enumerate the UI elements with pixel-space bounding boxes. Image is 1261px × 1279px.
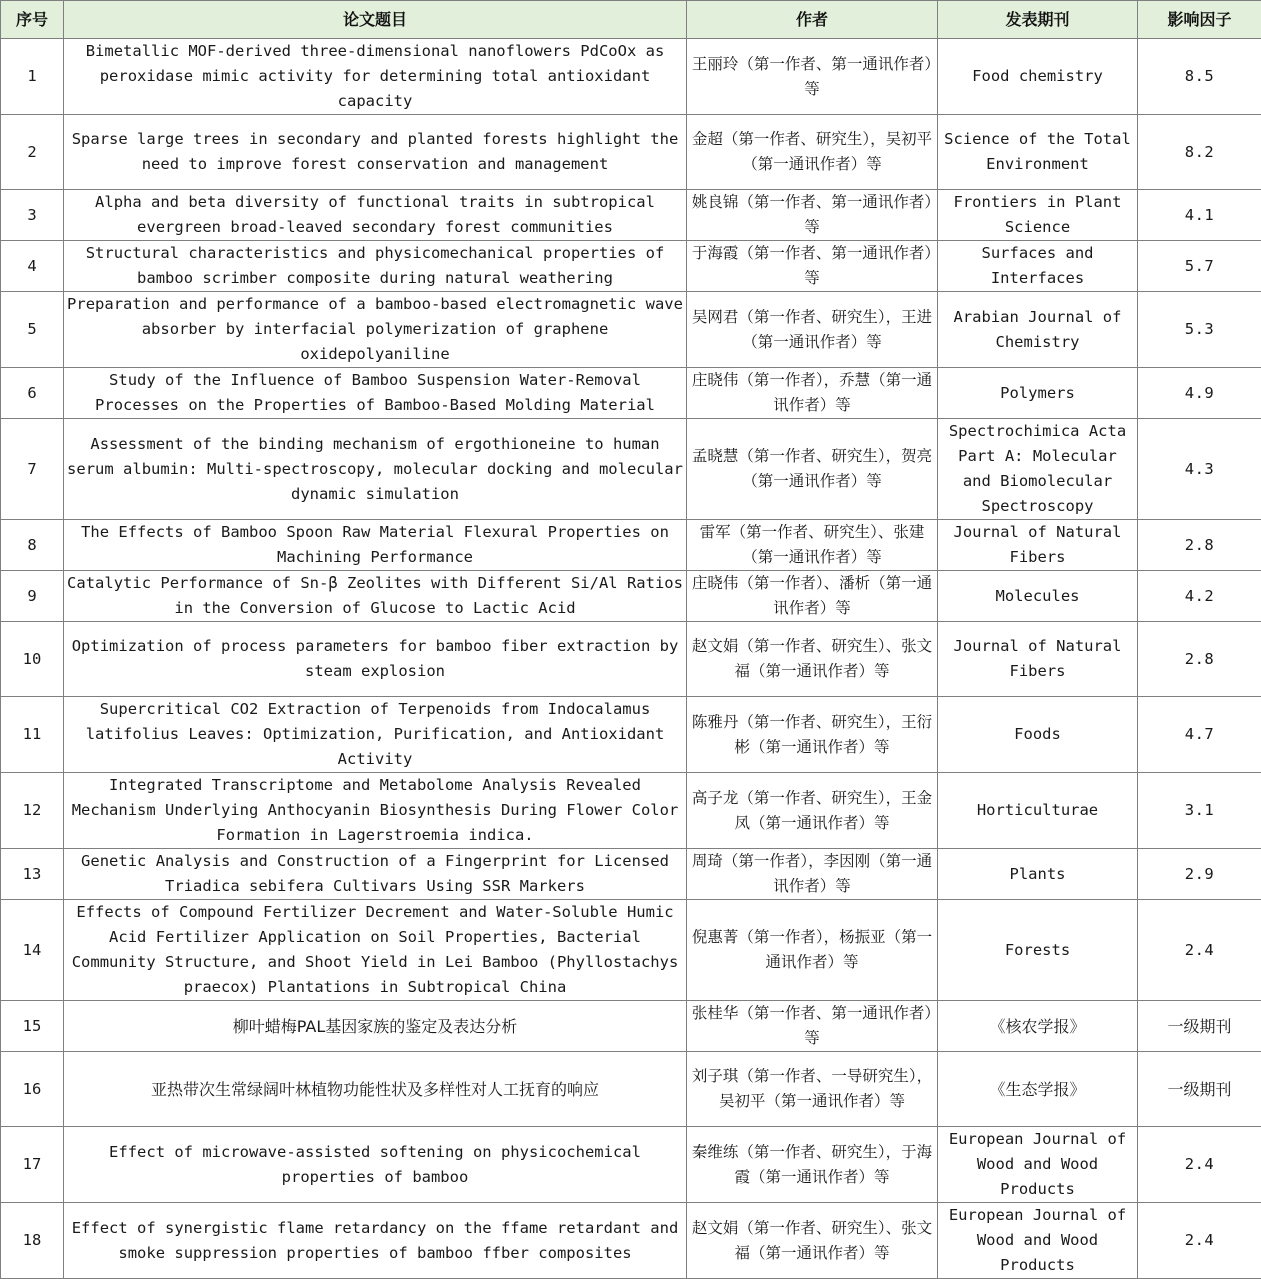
cell-index: 3 <box>1 190 64 241</box>
table-row <box>1 419 1261 520</box>
cell-impact: 2.8 <box>1138 622 1261 697</box>
header-impact: 影响因子 <box>1138 1 1261 39</box>
table-row <box>1 900 1261 1001</box>
cell-title: Integrated Transcriptome and Metabolome Analysis Revealed Mechanism Underlying Anthocyanin Biosynthesis During Flower Color Formation in Lagerstroemia indica. <box>64 773 687 849</box>
cell-index: 4 <box>1 241 64 292</box>
cell-title: 亚热带次生常绿阔叶林植物功能性状及多样性对人工抚育的响应 <box>64 1052 687 1127</box>
cell-author: 赵文娟（第一作者、研究生）、张文福（第一通讯作者）等 <box>687 622 938 697</box>
cell-title: Alpha and beta diversity of functional traits in subtropical evergreen broad-leaved secondary forest communities <box>64 190 687 241</box>
cell-journal: Frontiers in Plant Science <box>938 190 1138 241</box>
cell-journal: Horticulturae <box>938 773 1138 849</box>
cell-title: Effect of synergistic flame retardancy on the ffame retardant and smoke suppression properties of bamboo ffber composites <box>64 1203 687 1279</box>
cell-title: Effects of Compound Fertilizer Decrement and Water-Soluble Humic Acid Fertilizer Application on Soil Properties, Bacterial Community Structure, and Shoot Yield in Lei Bamboo (Phyllostachys praecox) Plantations in Subtropical China <box>64 900 687 1001</box>
table-row <box>1 520 1261 571</box>
cell-impact: 一级期刊 <box>1138 1001 1261 1052</box>
cell-author: 秦维练（第一作者、研究生），于海霞（第一通讯作者）等 <box>687 1127 938 1203</box>
cell-index: 10 <box>1 622 64 697</box>
cell-author: 赵文娟（第一作者、研究生）、张文福（第一通讯作者）等 <box>687 1203 938 1279</box>
cell-impact: 5.7 <box>1138 241 1261 292</box>
cell-impact: 2.4 <box>1138 1203 1261 1279</box>
cell-impact: 2.4 <box>1138 1127 1261 1203</box>
cell-author: 王丽玲（第一作者、第一通讯作者）等 <box>687 39 938 115</box>
table-row <box>1 39 1261 115</box>
cell-author: 庄晓伟（第一作者），乔慧（第一通讯作者）等 <box>687 368 938 419</box>
cell-author: 倪惠菁（第一作者），杨振亚（第一通讯作者）等 <box>687 900 938 1001</box>
cell-title: Assessment of the binding mechanism of ergothioneine to human serum albumin: Multi-spectroscopy, molecular docking and molecular dynamic simulation <box>64 419 687 520</box>
cell-author: 陈雅丹（第一作者、研究生），王衍彬（第一通讯作者）等 <box>687 697 938 773</box>
cell-journal: Food chemistry <box>938 39 1138 115</box>
cell-journal: Plants <box>938 849 1138 900</box>
cell-journal: Journal of Natural Fibers <box>938 622 1138 697</box>
cell-title: Catalytic Performance of Sn-β Zeolites with Different Si/Al Ratios in the Conversion of Glucose to Lactic Acid <box>64 571 687 622</box>
table-row <box>1 571 1261 622</box>
header-index: 序号 <box>1 1 64 39</box>
cell-journal: Journal of Natural Fibers <box>938 520 1138 571</box>
cell-journal: Spectrochimica Acta Part A: Molecular and Biomolecular Spectroscopy <box>938 419 1138 520</box>
cell-index: 11 <box>1 697 64 773</box>
table-row <box>1 190 1261 241</box>
cell-author: 庄晓伟（第一作者）、潘析（第一通讯作者）等 <box>687 571 938 622</box>
cell-impact: 4.2 <box>1138 571 1261 622</box>
table-row <box>1 1127 1261 1203</box>
cell-author: 高子龙（第一作者、研究生），王金凤（第一通讯作者）等 <box>687 773 938 849</box>
cell-index: 12 <box>1 773 64 849</box>
cell-journal: European Journal of Wood and Wood Products <box>938 1127 1138 1203</box>
cell-impact: 4.9 <box>1138 368 1261 419</box>
table-row <box>1 697 1261 773</box>
cell-impact: 5.3 <box>1138 292 1261 368</box>
cell-index: 2 <box>1 115 64 190</box>
cell-index: 16 <box>1 1052 64 1127</box>
header-journal: 发表期刊 <box>938 1 1138 39</box>
cell-journal: 《核农学报》 <box>938 1001 1138 1052</box>
cell-index: 7 <box>1 419 64 520</box>
cell-impact: 4.3 <box>1138 419 1261 520</box>
table-row <box>1 849 1261 900</box>
cell-journal: Molecules <box>938 571 1138 622</box>
cell-title: Sparse large trees in secondary and planted forests highlight the need to improve forest conservation and management <box>64 115 687 190</box>
cell-title: Genetic Analysis and Construction of a Fingerprint for Licensed Triadica sebifera Cultivars Using SSR Markers <box>64 849 687 900</box>
cell-impact: 8.5 <box>1138 39 1261 115</box>
cell-title: Structural characteristics and physicomechanical properties of bamboo scrimber composite during natural weathering <box>64 241 687 292</box>
cell-index: 9 <box>1 571 64 622</box>
cell-journal: Forests <box>938 900 1138 1001</box>
table-row <box>1 1001 1261 1052</box>
cell-index: 17 <box>1 1127 64 1203</box>
header-author: 作者 <box>687 1 938 39</box>
cell-impact: 8.2 <box>1138 115 1261 190</box>
cell-title: Bimetallic MOF-derived three-dimensional nanoflowers PdCoOx as peroxidase mimic activity for determining total antioxidant capacity <box>64 39 687 115</box>
cell-impact: 3.1 <box>1138 773 1261 849</box>
cell-journal: Polymers <box>938 368 1138 419</box>
cell-author: 于海霞（第一作者、第一通讯作者）等 <box>687 241 938 292</box>
header-title: 论文题目 <box>64 1 687 39</box>
table-row <box>1 773 1261 849</box>
cell-impact: 一级期刊 <box>1138 1052 1261 1127</box>
cell-title: 柳叶蜡梅PAL基因家族的鉴定及表达分析 <box>64 1001 687 1052</box>
cell-author: 姚良锦（第一作者、第一通讯作者）等 <box>687 190 938 241</box>
cell-journal: European Journal of Wood and Wood Products <box>938 1203 1138 1279</box>
cell-index: 14 <box>1 900 64 1001</box>
cell-author: 吴网君（第一作者、研究生），王进（第一通讯作者）等 <box>687 292 938 368</box>
cell-impact: 2.4 <box>1138 900 1261 1001</box>
cell-journal: 《生态学报》 <box>938 1052 1138 1127</box>
cell-author: 刘子琪（第一作者、一导研究生），吴初平（第一通讯作者）等 <box>687 1052 938 1127</box>
cell-index: 1 <box>1 39 64 115</box>
cell-title: Study of the Influence of Bamboo Suspension Water-Removal Processes on the Properties of Bamboo-Based Molding Material <box>64 368 687 419</box>
cell-index: 18 <box>1 1203 64 1279</box>
cell-impact: 4.1 <box>1138 190 1261 241</box>
table-row <box>1 1052 1261 1127</box>
table-row <box>1 115 1261 190</box>
cell-index: 15 <box>1 1001 64 1052</box>
cell-author: 周琦（第一作者），李因刚（第一通讯作者）等 <box>687 849 938 900</box>
cell-title: Preparation and performance of a bamboo-based electromagnetic wave absorber by interfacial polymerization of graphene oxidepolyaniline <box>64 292 687 368</box>
cell-journal: Arabian Journal of Chemistry <box>938 292 1138 368</box>
cell-title: Optimization of process parameters for bamboo fiber extraction by steam explosion <box>64 622 687 697</box>
cell-index: 5 <box>1 292 64 368</box>
header-row <box>1 1 1261 39</box>
table-row <box>1 292 1261 368</box>
cell-author: 雷军（第一作者、研究生）、张建（第一通讯作者）等 <box>687 520 938 571</box>
table-row <box>1 241 1261 292</box>
cell-author: 金超（第一作者、研究生），吴初平（第一通讯作者）等 <box>687 115 938 190</box>
cell-index: 6 <box>1 368 64 419</box>
cell-impact: 2.9 <box>1138 849 1261 900</box>
cell-index: 13 <box>1 849 64 900</box>
table-row <box>1 368 1261 419</box>
table-row <box>1 622 1261 697</box>
cell-index: 8 <box>1 520 64 571</box>
cell-author: 孟晓慧（第一作者、研究生），贺亮（第一通讯作者）等 <box>687 419 938 520</box>
cell-journal: Surfaces and Interfaces <box>938 241 1138 292</box>
cell-impact: 2.8 <box>1138 520 1261 571</box>
cell-author: 张桂华（第一作者、第一通讯作者）等 <box>687 1001 938 1052</box>
table-row <box>1 1203 1261 1279</box>
cell-title: Supercritical CO2 Extraction of Terpenoids from Indocalamus latifolius Leaves: Optimization, Purification, and Antioxidant Activity <box>64 697 687 773</box>
cell-impact: 4.7 <box>1138 697 1261 773</box>
cell-title: The Effects of Bamboo Spoon Raw Material Flexural Properties on Machining Performance <box>64 520 687 571</box>
cell-journal: Science of the Total Environment <box>938 115 1138 190</box>
cell-title: Effect of microwave-assisted softening on physicochemical properties of bamboo <box>64 1127 687 1203</box>
cell-journal: Foods <box>938 697 1138 773</box>
